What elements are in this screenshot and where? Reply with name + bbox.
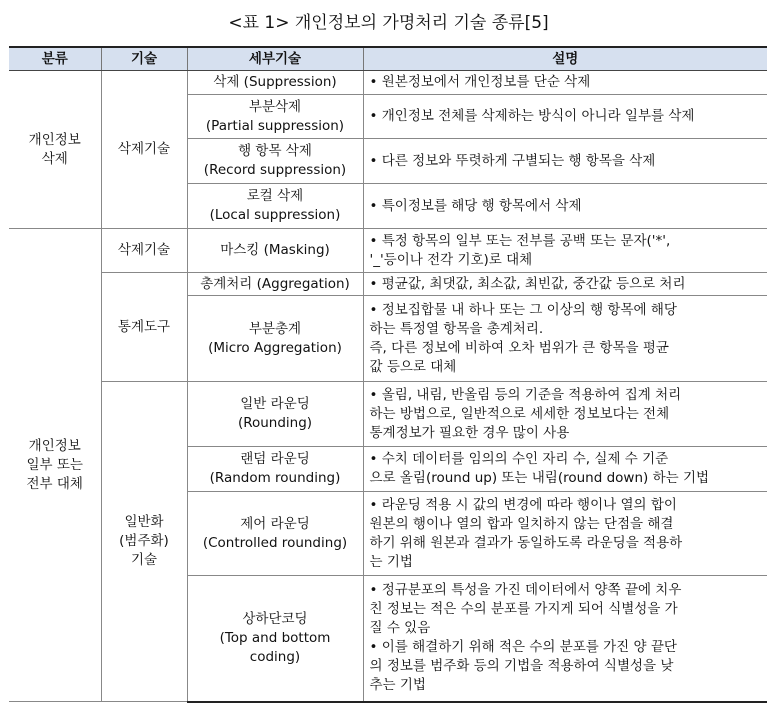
header-technique: 기술: [101, 47, 187, 71]
sub-technique: 행 항목 삭제 (Record suppression): [187, 139, 363, 184]
header-category: 분류: [9, 47, 101, 71]
sub-technique: 제어 라운딩 (Controlled rounding): [187, 492, 363, 576]
technique-generalization: 일반화 (범주화) 기술: [101, 382, 187, 702]
description: • 다른 정보와 뚜렷하게 구별되는 행 항목을 삭제: [363, 139, 767, 184]
header-description: 설명: [363, 47, 767, 71]
sub-technique: 랜덤 라운딩 (Random rounding): [187, 447, 363, 492]
sub-technique: 마스킹 (Masking): [187, 229, 363, 273]
description: • 정규분포의 특성을 가진 데이터에서 양쪽 끝에 치우 친 정보는 적은 수의 분포를 가지게 되어 식별성을 가 질 수 있음 • 이를 해결하기 위해 적은 수의 분포를 가진 양 끝단 의 정보를 범주화 등의 기법을 적용하여 식별성을 낮 추는 기법: [363, 576, 767, 702]
technique-deletion: 삭제기술: [101, 71, 187, 229]
description: • 원본정보에서 개인정보를 단순 삭제: [363, 71, 767, 95]
description: • 올림, 내림, 반올림 등의 기준을 적용하여 집계 처리 하는 방법으로, 일반적으로 세세한 정보보다는 전체 통계정보가 필요한 경우 많이 사용: [363, 382, 767, 447]
description: • 수치 데이터를 임의의 수인 자리 수, 실제 수 기준 으로 올림(round up) 또는 내림(round down) 하는 기법: [363, 447, 767, 492]
header-sub-technique: 세부기술: [187, 47, 363, 71]
category-replacement: 개인정보 일부 또는 전부 대체: [9, 229, 101, 702]
sub-technique: 부분삭제 (Partial suppression): [187, 95, 363, 139]
sub-technique: 총계처리 (Aggregation): [187, 273, 363, 296]
description: • 특이정보를 해당 행 항목에서 삭제: [363, 184, 767, 229]
description: • 개인정보 전체를 삭제하는 방식이 아니라 일부를 삭제: [363, 95, 767, 139]
sub-technique: 일반 라운딩 (Rounding): [187, 382, 363, 447]
description: • 특정 항목의 일부 또는 전부를 공백 또는 문자('*', '_'등이나 전각 기호)로 대체: [363, 229, 767, 273]
pseudonymization-techniques-table: [9, 46, 767, 703]
category-deletion: 개인정보 삭제: [9, 71, 101, 229]
technique-statistics: 통계도구: [101, 273, 187, 382]
sub-technique: 부분총계 (Micro Aggregation): [187, 296, 363, 382]
technique-deletion: 삭제기술: [101, 229, 187, 273]
sub-technique: 로컬 삭제 (Local suppression): [187, 184, 363, 229]
table-caption: <표 1> 개인정보의 가명처리 기술 종류[5]: [228, 13, 549, 33]
description: • 라운딩 적용 시 값의 변경에 따라 행이나 열의 합이 원본의 행이나 열의 합과 일치하지 않는 단점을 해결 하기 위해 원본과 결과가 동일하도록 라운딩을 적용하 는 기법: [363, 492, 767, 576]
sub-technique: 상하단코딩 (Top and bottom coding): [187, 576, 363, 702]
description: • 평균값, 최댓값, 최소값, 최빈값, 중간값 등으로 처리: [363, 273, 767, 296]
description: • 정보집합물 내 하나 또는 그 이상의 행 항목에 해당 하는 특정열 항목을 총계처리. 즉, 다른 정보에 비하여 오차 범위가 큰 항목을 평균 값 등으로 대체: [363, 296, 767, 382]
sub-technique: 삭제 (Suppression): [187, 71, 363, 95]
